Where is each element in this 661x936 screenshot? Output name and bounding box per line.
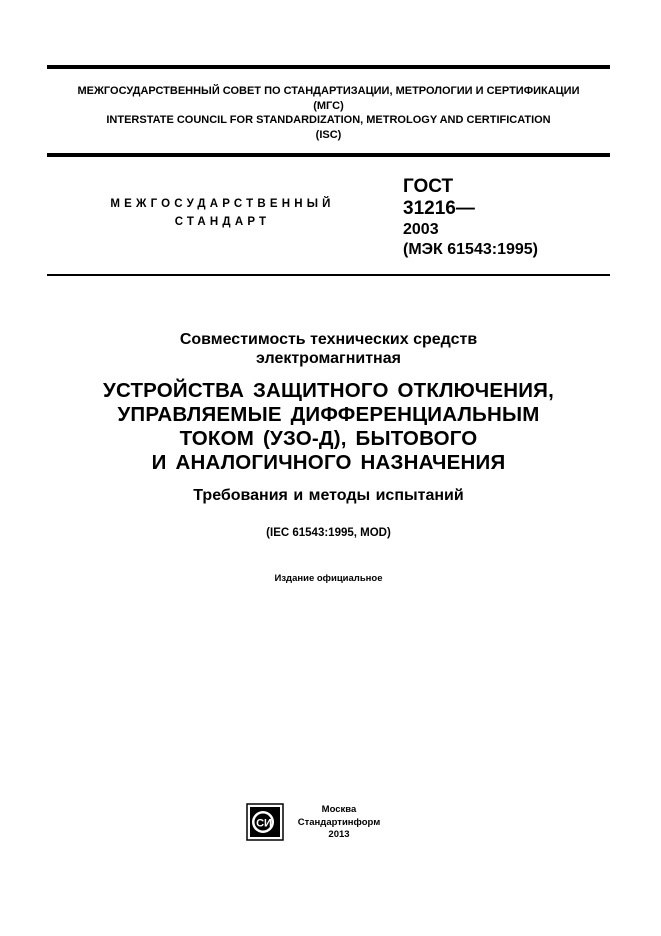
gost-label: ГОСТ [403, 176, 454, 197]
subject-line1: Совместимость технических средств [179, 331, 478, 348]
top-rule [47, 65, 610, 69]
standard-type-line2: СТАНДАРТ [174, 216, 271, 228]
council-name-en: INTERSTATE COUNCIL FOR STANDARDIZATION, METROLOGY AND CERTIFICATION [106, 114, 551, 126]
bottom-rule [47, 274, 610, 276]
logo-text: СИ [256, 817, 272, 830]
standartinform-logo-icon [246, 803, 284, 841]
publisher-info [290, 804, 388, 842]
standard-type-line1: МЕЖГОСУДАРСТВЕННЫЙ [110, 198, 335, 210]
edition-note: Издание официальное [274, 573, 383, 584]
title-line4: И АНАЛОГИЧНОГО НАЗНАЧЕНИЯ [151, 451, 506, 474]
council-abbr-en: (ISC) [315, 128, 342, 141]
requirements-subtitle: Требования и методы испытаний [193, 487, 464, 504]
title-block [47, 330, 610, 585]
title-line2: УПРАВЛЯЕМЫЕ ДИФФЕРЕНЦИАЛЬНЫМ [117, 403, 540, 426]
gost-number: 31216— [403, 198, 475, 219]
title-line1: УСТРОЙСТВА ЗАЩИТНОГО ОТКЛЮЧЕНИЯ, [103, 379, 554, 402]
council-abbr-ru: (МГС) [313, 99, 344, 112]
council-header [47, 84, 610, 142]
iec-reference: (IEC 61543:1995, MOD) [266, 527, 391, 539]
middle-rule [47, 153, 610, 157]
gost-year: 2003 [403, 221, 439, 238]
publisher-year: 2013 [328, 829, 350, 840]
subject-area [47, 330, 610, 368]
gost-designation [403, 176, 538, 260]
subject-line2: электромагнитная [256, 350, 401, 367]
title-line3: ТОКОМ (УЗО-Д), БЫТОВОГО [179, 427, 478, 450]
document-title [47, 379, 610, 475]
standard-type [80, 195, 365, 231]
council-name-ru: МЕЖГОСУДАРСТВЕННЫЙ СОВЕТ ПО СТАНДАРТИЗАЦИИ, МЕТРОЛОГИИ И СЕРТИФИКАЦИИ [77, 85, 580, 97]
publisher-city: Москва [321, 804, 357, 815]
gost-iec-equivalent: (МЭК 61543:1995) [403, 241, 538, 258]
publisher-name: Стандартинформ [297, 816, 381, 828]
